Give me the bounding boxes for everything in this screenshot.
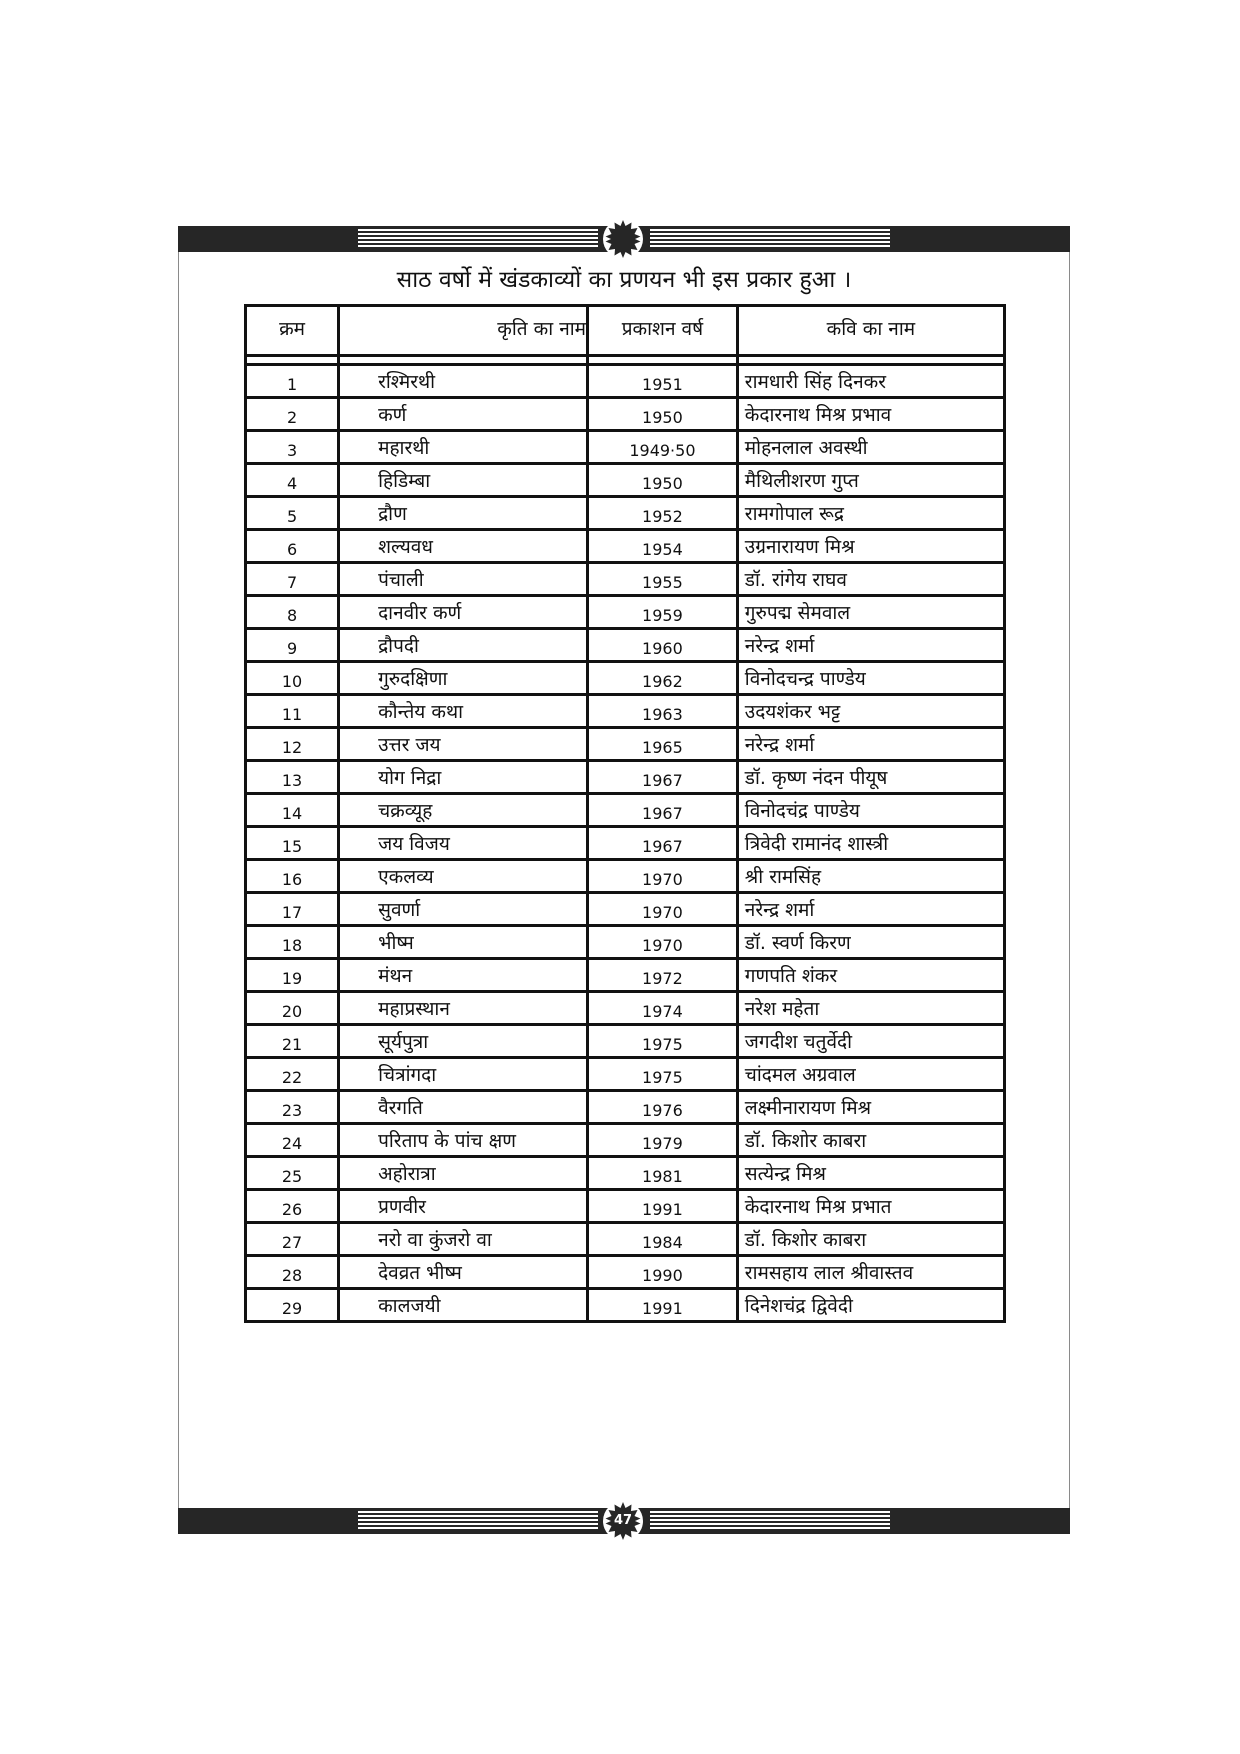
cell-work: चित्रांगदा bbox=[339, 1058, 588, 1091]
table-row bbox=[246, 596, 1005, 629]
cell-serial: 9 bbox=[246, 629, 339, 662]
cell-work: हिडिम्बा bbox=[339, 464, 588, 497]
cell-poet: डॉ. किशोर काबरा bbox=[737, 1223, 1004, 1256]
cell-work: महारथी bbox=[339, 431, 588, 464]
table-row bbox=[246, 464, 1005, 497]
table-row bbox=[246, 662, 1005, 695]
cell-serial: 28 bbox=[246, 1256, 339, 1289]
cell-year: 1975 bbox=[588, 1025, 738, 1058]
table-row bbox=[246, 1058, 1005, 1091]
cell-year: 1951 bbox=[588, 365, 738, 398]
cell-poet: केदारनाथ मिश्र प्रभाव bbox=[737, 398, 1004, 431]
header-work: कृति का नाम bbox=[339, 306, 588, 356]
cell-year: 1962 bbox=[588, 662, 738, 695]
cell-year: 1963 bbox=[588, 695, 738, 728]
cell-poet: नरेन्द्र शर्मा bbox=[737, 728, 1004, 761]
table-body bbox=[246, 365, 1005, 1322]
cell-serial: 3 bbox=[246, 431, 339, 464]
cell-poet: उग्रनारायण मिश्र bbox=[737, 530, 1004, 563]
cell-serial: 17 bbox=[246, 893, 339, 926]
cell-poet: नरेश महेता bbox=[737, 992, 1004, 1025]
cell-serial: 11 bbox=[246, 695, 339, 728]
cell-work: जय विजय bbox=[339, 827, 588, 860]
cell-poet: गुरुपद्म सेमवाल bbox=[737, 596, 1004, 629]
cell-poet: केदारनाथ मिश्र प्रभात bbox=[737, 1190, 1004, 1223]
table-row bbox=[246, 695, 1005, 728]
cell-poet: गणपति शंकर bbox=[737, 959, 1004, 992]
cell-year: 1955 bbox=[588, 563, 738, 596]
table-row bbox=[246, 926, 1005, 959]
table-row bbox=[246, 827, 1005, 860]
table-row bbox=[246, 629, 1005, 662]
table-row bbox=[246, 728, 1005, 761]
cell-poet: रामसहाय लाल श्रीवास्तव bbox=[737, 1256, 1004, 1289]
cell-poet: श्री रामसिंह bbox=[737, 860, 1004, 893]
table-row bbox=[246, 365, 1005, 398]
cell-poet: सत्येन्द्र मिश्र bbox=[737, 1157, 1004, 1190]
cell-year: 1954 bbox=[588, 530, 738, 563]
cell-serial: 16 bbox=[246, 860, 339, 893]
cell-work: एकलव्य bbox=[339, 860, 588, 893]
table-row bbox=[246, 1124, 1005, 1157]
bottom-decorative-band bbox=[178, 1508, 1070, 1534]
table-row bbox=[246, 431, 1005, 464]
cell-serial: 26 bbox=[246, 1190, 339, 1223]
cell-work: परिताप के पांच क्षण bbox=[339, 1124, 588, 1157]
cell-year: 1970 bbox=[588, 860, 738, 893]
cell-serial: 1 bbox=[246, 365, 339, 398]
cell-year: 1965 bbox=[588, 728, 738, 761]
cell-serial: 29 bbox=[246, 1289, 339, 1322]
cell-serial: 19 bbox=[246, 959, 339, 992]
table-row bbox=[246, 563, 1005, 596]
cell-poet: मैथिलीशरण गुप्त bbox=[737, 464, 1004, 497]
table-row bbox=[246, 1289, 1005, 1322]
cell-work: गुरुदक्षिणा bbox=[339, 662, 588, 695]
cell-poet: विनोदचंद्र पाण्डेय bbox=[737, 794, 1004, 827]
cell-poet: त्रिवेदी रामानंद शास्त्री bbox=[737, 827, 1004, 860]
cell-year: 1950 bbox=[588, 464, 738, 497]
cell-year: 1991 bbox=[588, 1289, 738, 1322]
cell-serial: 21 bbox=[246, 1025, 339, 1058]
table-row bbox=[246, 1190, 1005, 1223]
table-row bbox=[246, 398, 1005, 431]
cell-year: 1974 bbox=[588, 992, 738, 1025]
page-number-badge bbox=[602, 1500, 644, 1542]
cell-year: 1970 bbox=[588, 893, 738, 926]
cell-poet: लक्ष्मीनारायण मिश्र bbox=[737, 1091, 1004, 1124]
cell-serial: 13 bbox=[246, 761, 339, 794]
cell-work: उत्तर जय bbox=[339, 728, 588, 761]
page-number: 47 bbox=[613, 1513, 633, 1528]
table-row bbox=[246, 497, 1005, 530]
cell-year: 1976 bbox=[588, 1091, 738, 1124]
table-row bbox=[246, 761, 1005, 794]
cell-work: कर्ण bbox=[339, 398, 588, 431]
table-row bbox=[246, 1025, 1005, 1058]
cell-poet: दिनेशचंद्र द्विवेदी bbox=[737, 1289, 1004, 1322]
cell-year: 1981 bbox=[588, 1157, 738, 1190]
cell-work: सूर्यपुत्रा bbox=[339, 1025, 588, 1058]
top-decorative-band bbox=[178, 226, 1070, 252]
cell-poet: नरेन्द्र शर्मा bbox=[737, 629, 1004, 662]
cell-serial: 22 bbox=[246, 1058, 339, 1091]
cell-poet: विनोदचन्द्र पाण्डेय bbox=[737, 662, 1004, 695]
top-star-badge-icon bbox=[602, 218, 644, 260]
cell-work: चक्रव्यूह bbox=[339, 794, 588, 827]
header-serial: क्रम bbox=[246, 306, 339, 356]
bottom-stripes-right bbox=[650, 1511, 890, 1531]
cell-serial: 5 bbox=[246, 497, 339, 530]
cell-work: कालजयी bbox=[339, 1289, 588, 1322]
cell-serial: 8 bbox=[246, 596, 339, 629]
cell-serial: 15 bbox=[246, 827, 339, 860]
cell-work: पंचाली bbox=[339, 563, 588, 596]
cell-work: द्रौण bbox=[339, 497, 588, 530]
cell-poet: रामधारी सिंह दिनकर bbox=[737, 365, 1004, 398]
cell-year: 1949·50 bbox=[588, 431, 738, 464]
table-row bbox=[246, 893, 1005, 926]
table-row bbox=[246, 860, 1005, 893]
cell-year: 1975 bbox=[588, 1058, 738, 1091]
cell-poet: चांदमल अग्रवाल bbox=[737, 1058, 1004, 1091]
cell-year: 1984 bbox=[588, 1223, 738, 1256]
cell-poet: रामगोपाल रूद्र bbox=[737, 497, 1004, 530]
cell-year: 1970 bbox=[588, 926, 738, 959]
cell-poet: डॉ. स्वर्ण किरण bbox=[737, 926, 1004, 959]
cell-year: 1991 bbox=[588, 1190, 738, 1223]
cell-work: वैरगति bbox=[339, 1091, 588, 1124]
cell-poet: नरेन्द्र शर्मा bbox=[737, 893, 1004, 926]
cell-work: नरो वा कुंजरो वा bbox=[339, 1223, 588, 1256]
cell-serial: 25 bbox=[246, 1157, 339, 1190]
cell-poet: जगदीश चतुर्वेदी bbox=[737, 1025, 1004, 1058]
cell-poet: डॉ. किशोर काबरा bbox=[737, 1124, 1004, 1157]
cell-serial: 2 bbox=[246, 398, 339, 431]
cell-serial: 7 bbox=[246, 563, 339, 596]
table-row bbox=[246, 1157, 1005, 1190]
table-row bbox=[246, 794, 1005, 827]
header-year: प्रकाशन वर्ष bbox=[588, 306, 738, 356]
cell-serial: 4 bbox=[246, 464, 339, 497]
cell-year: 1952 bbox=[588, 497, 738, 530]
cell-year: 1967 bbox=[588, 794, 738, 827]
cell-work: योग निद्रा bbox=[339, 761, 588, 794]
cell-work: देवव्रत भीष्म bbox=[339, 1256, 588, 1289]
cell-serial: 27 bbox=[246, 1223, 339, 1256]
cell-work: महाप्रस्थान bbox=[339, 992, 588, 1025]
cell-year: 1979 bbox=[588, 1124, 738, 1157]
table-row bbox=[246, 1091, 1005, 1124]
kavya-table bbox=[244, 304, 1006, 1323]
table-row bbox=[246, 959, 1005, 992]
table-header-row bbox=[246, 306, 1005, 356]
cell-work: मंथन bbox=[339, 959, 588, 992]
top-stripes-right bbox=[650, 229, 890, 249]
cell-poet: डॉ. रांगेय राघव bbox=[737, 563, 1004, 596]
top-stripes-left bbox=[358, 229, 598, 249]
cell-year: 1972 bbox=[588, 959, 738, 992]
cell-year: 1990 bbox=[588, 1256, 738, 1289]
cell-work: कौन्तेय कथा bbox=[339, 695, 588, 728]
cell-year: 1959 bbox=[588, 596, 738, 629]
cell-work: प्रणवीर bbox=[339, 1190, 588, 1223]
bottom-stripes-left bbox=[358, 1511, 598, 1531]
header-spacer-row bbox=[246, 356, 1005, 365]
header-poet: कवि का नाम bbox=[737, 306, 1004, 356]
cell-serial: 12 bbox=[246, 728, 339, 761]
cell-work: द्रौपदी bbox=[339, 629, 588, 662]
cell-serial: 14 bbox=[246, 794, 339, 827]
cell-poet: उदयशंकर भट्ट bbox=[737, 695, 1004, 728]
cell-work: रश्मिरथी bbox=[339, 365, 588, 398]
cell-work: शल्यवध bbox=[339, 530, 588, 563]
table-row bbox=[246, 992, 1005, 1025]
cell-poet: डॉ. कृष्ण नंदन पीयूष bbox=[737, 761, 1004, 794]
cell-work: भीष्म bbox=[339, 926, 588, 959]
cell-serial: 6 bbox=[246, 530, 339, 563]
cell-serial: 23 bbox=[246, 1091, 339, 1124]
cell-serial: 20 bbox=[246, 992, 339, 1025]
cell-work: अहोरात्रा bbox=[339, 1157, 588, 1190]
cell-year: 1967 bbox=[588, 761, 738, 794]
cell-work: सुवर्णा bbox=[339, 893, 588, 926]
page-heading: साठ वर्षो में खंडकाव्यों का प्रणयन भी इस प्रकार हुआ । bbox=[396, 267, 852, 293]
table-row bbox=[246, 1223, 1005, 1256]
cell-year: 1950 bbox=[588, 398, 738, 431]
cell-poet: मोहनलाल अवस्थी bbox=[737, 431, 1004, 464]
cell-year: 1960 bbox=[588, 629, 738, 662]
table-row bbox=[246, 530, 1005, 563]
cell-serial: 24 bbox=[246, 1124, 339, 1157]
cell-year: 1967 bbox=[588, 827, 738, 860]
cell-serial: 18 bbox=[246, 926, 339, 959]
cell-work: दानवीर कर्ण bbox=[339, 596, 588, 629]
cell-serial: 10 bbox=[246, 662, 339, 695]
table-row bbox=[246, 1256, 1005, 1289]
